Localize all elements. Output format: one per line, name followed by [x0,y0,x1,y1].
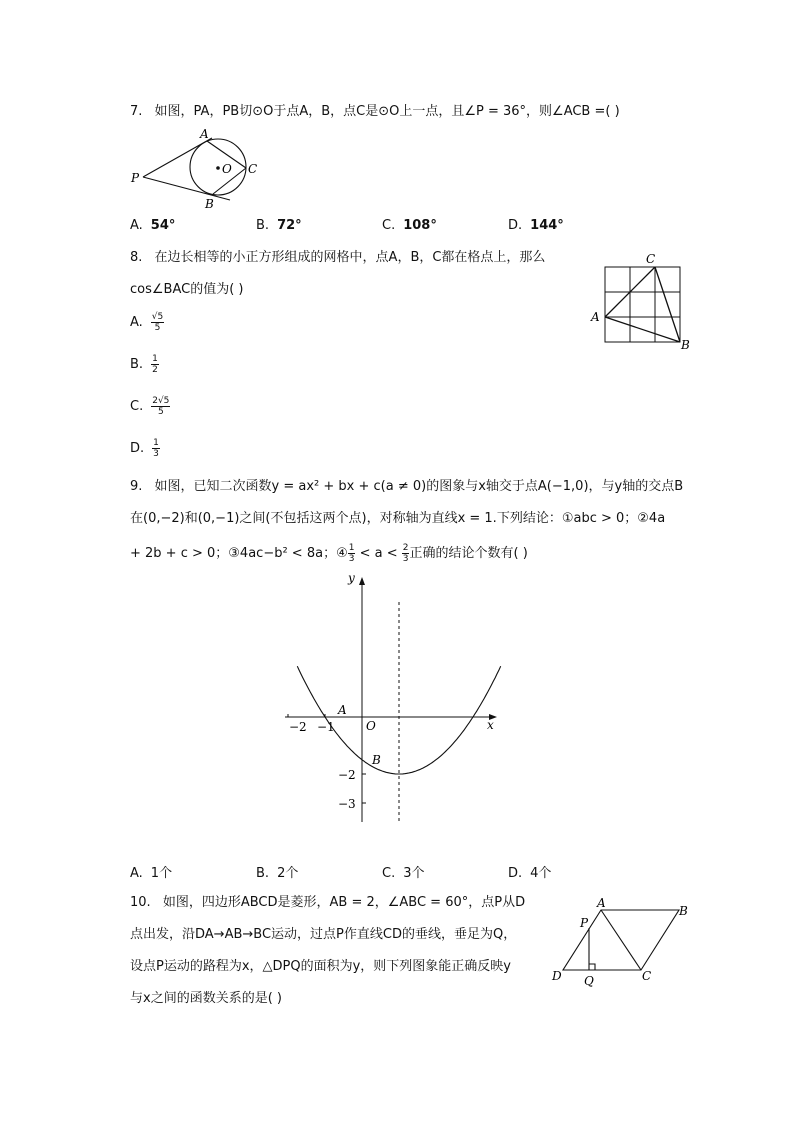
q10-number: 10. [130,895,151,910]
frac-num: √5 [151,312,164,322]
frac-num: 1 [152,354,158,364]
q7-label-a: A [200,127,209,141]
q9-origin-label: O [366,719,376,733]
q9-stem-1: 如图，已知二次函数y = ax² + bx + c(a ≠ 0)的图象与x轴交于点A(−1,0)，与y轴的交点B [154,479,684,494]
frac-num: 2 [402,543,409,553]
option-label: B. [256,866,270,881]
option-value: 3个 [403,866,425,881]
q7-label-o: O [222,162,232,176]
option-label: A. [130,866,143,881]
option-value: 2个 [277,866,299,881]
option-label: C. [382,218,396,233]
q9-point-b-label: B [372,753,381,767]
q8-label-c: C [646,252,656,266]
q8-line2: cos∠BAC的值为( ) [130,282,244,297]
option-label: D. [508,218,523,233]
q9-line2: 在(0,−2)和(0,−1)之间(不包括这两个点)，对称轴为直线x = 1.下列结论：①abc > 0；②4a [130,511,666,526]
option-label: D. [130,441,145,456]
option-label: B. [256,218,270,233]
q7-stem: 如图，PA，PB切⊙O于点A，B，点C是⊙O上一点，且∠P = 36°，则∠ACB =( ) [154,104,620,119]
q10-label-p: P [580,916,589,930]
q10-label-c: C [642,969,652,983]
q10-label-b: B [679,904,688,918]
q10-line4: 与x之间的函数关系的是( ) [130,991,282,1006]
q9-stem-3b: < a < [355,546,402,561]
frac-den: 3 [402,554,409,564]
q9-stem-3c: 正确的结论个数有( ) [409,546,528,561]
option-value: 1个 [150,866,173,881]
q8-label-b: B [681,338,690,352]
q9-y-tick-label: −3 [338,797,356,811]
q9-x-tick-label: −2 [289,720,307,734]
option-value: 144° [530,218,564,233]
q9-stem-3a: + 2b + c > 0；③4ac−b² < 8a；④ [130,546,348,561]
option-value: 72° [277,218,302,233]
frac-den: 5 [157,407,164,417]
q9-x-label: x [487,718,494,732]
q8-stem-1: 在边长相等的小正方形组成的网格中，点A，B，C都在格点上，那么 [154,250,546,265]
option-value: 4个 [530,866,552,881]
frac-den: 5 [154,323,161,333]
option-label: A. [130,315,143,330]
frac-den: 2 [152,365,158,375]
q9-y-label: y [348,571,355,585]
q10-line2: 点出发，沿DA→AB→BC运动，过点P作直线CD的垂线，垂足为Q， [130,927,517,942]
q10-stem-1: 如图，四边形ABCD是菱形，AB = 2，∠ABC = 60°，点P从D [162,895,526,910]
q10-right-angle-mark [589,964,595,970]
q8-number: 8. [130,250,143,265]
frac-num: 1 [153,438,159,448]
option-label: A. [130,218,143,233]
q7-number: 7. [130,104,143,119]
frac-num: 2√5 [152,396,170,406]
q9-point-a-label: A [338,703,347,717]
frac-den: 3 [153,449,159,459]
q8-label-a: A [591,310,600,324]
q10-line3: 设点P运动的路程为x，△DPQ的面积为y，则下列图象能正确反映y [130,959,511,974]
q7-label-c: C [248,162,258,176]
frac-num: 1 [348,543,355,553]
option-value: 54° [150,218,176,233]
q9-number: 9. [130,479,143,494]
q10-label-d: D [552,969,562,983]
option-value: 108° [403,218,437,233]
q10-diagonal-ac [601,910,641,970]
q7-label-b: B [205,197,214,211]
option-label: C. [382,866,396,881]
q10-label-q: Q [584,974,594,988]
q10-label-a: A [597,896,606,910]
option-label: D. [508,866,523,881]
q9-x-tick-label: −1 [317,720,335,734]
option-label: C. [130,399,144,414]
q9-y-tick-label: −2 [338,768,356,782]
frac-den: 3 [348,554,355,564]
option-label: B. [130,357,144,372]
q7-label-p: P [131,171,140,185]
